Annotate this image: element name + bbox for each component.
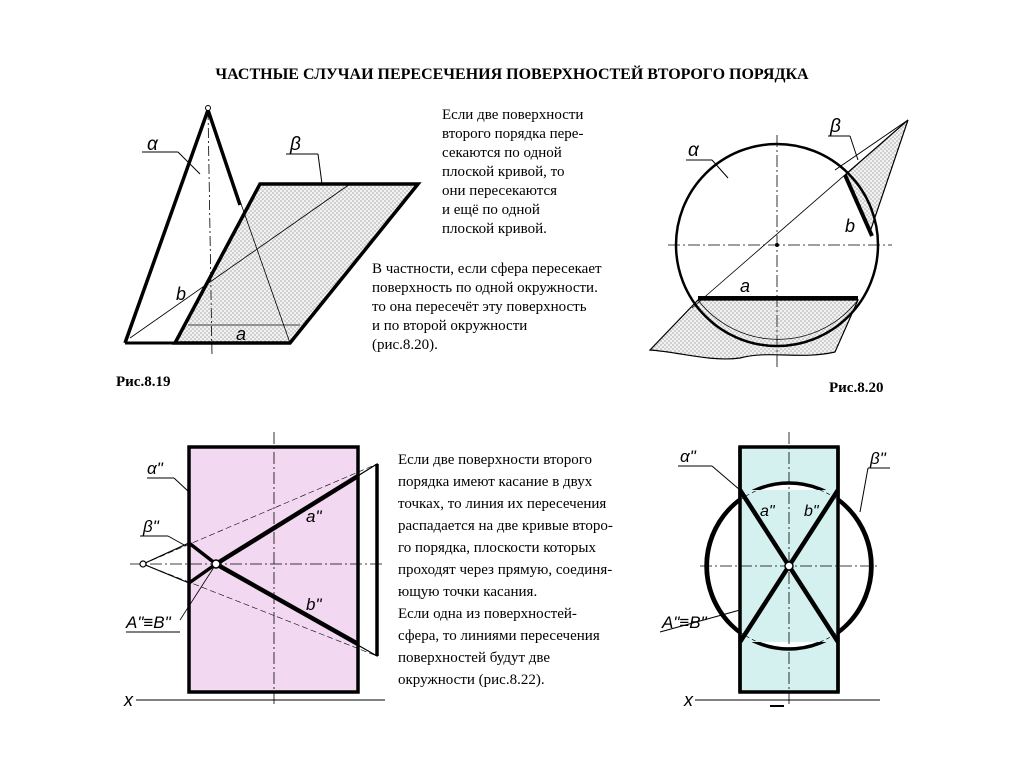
label-ab: A"≡B"	[126, 613, 171, 632]
text-line: и по второй окружности	[372, 318, 528, 334]
label-ab: A"≡B"	[662, 613, 707, 632]
text-line: Если одна из поверхностей-	[398, 606, 577, 622]
apex-point	[140, 561, 146, 567]
text-block-top-1	[442, 106, 583, 239]
sphere-center	[775, 243, 779, 247]
leader-beta-2	[168, 536, 186, 546]
text-line: порядка имеют касание в двух	[398, 474, 593, 490]
text-line: и ещё по одной	[442, 202, 540, 218]
text-line: окружности (рис.8.22).	[398, 672, 545, 688]
text-line: сфера, то линиями пересечения	[398, 628, 600, 644]
text-line: второго порядка пере-	[442, 126, 584, 142]
text-line: проходят через прямую, соединя-	[398, 562, 613, 578]
text-block-bottom	[398, 449, 613, 691]
tangent-point	[785, 562, 793, 570]
text-line: Если две поверхности второго	[398, 452, 593, 468]
caption-fig-8-20: Рис.8.20	[829, 380, 884, 396]
label-a: a"	[760, 503, 775, 520]
leader-alpha-2	[712, 466, 740, 490]
label-b: b"	[306, 595, 322, 614]
text-line: они пересекаются	[442, 183, 558, 199]
label-beta: β	[830, 116, 841, 137]
text-line: Если две поверхности	[442, 107, 584, 123]
fig-8-22	[660, 432, 890, 710]
text-line: плоской кривой.	[442, 221, 547, 237]
label-beta: β	[290, 134, 301, 155]
cylinder-bottom	[650, 300, 858, 359]
label-beta: β"	[870, 449, 886, 468]
cone-apex	[206, 106, 211, 111]
label-alpha: α"	[680, 447, 696, 466]
label-a: a	[740, 276, 751, 296]
caption-fig-8-19: Рис.8.19	[116, 374, 171, 390]
label-x: x	[684, 690, 693, 710]
label-a: a"	[306, 507, 322, 526]
leader-beta-2	[860, 468, 868, 512]
fig-8-20	[650, 116, 908, 370]
label-a: a	[236, 324, 247, 344]
text-block-top-2	[372, 260, 602, 355]
label-x: x	[124, 690, 133, 710]
label-alpha: α	[147, 134, 158, 155]
leader-alpha-2	[178, 152, 200, 174]
text-line: В частности, если сфера пересекает	[372, 261, 602, 277]
text-line: то она пересечёт эту поверхность	[372, 299, 587, 315]
text-line: распадается на две кривые второ-	[398, 518, 613, 534]
label-b: b"	[804, 503, 819, 520]
label-beta: β"	[143, 517, 159, 536]
label-alpha: α	[688, 140, 699, 161]
text-line: ющую точки касания.	[398, 584, 538, 600]
fig-8-21	[123, 432, 385, 710]
label-alpha: α"	[147, 459, 163, 478]
text-line: го порядка, плоскости которых	[398, 540, 597, 556]
text-line: поверхностей будут две	[398, 650, 551, 666]
text-line: секаются по одной	[442, 145, 562, 161]
leader-beta-2	[318, 154, 322, 184]
text-line: поверхность по одной окружности.	[372, 280, 598, 296]
text-line: плоской кривой, то	[442, 164, 565, 180]
label-b: b	[845, 216, 856, 236]
page-title: ЧАСТНЫЕ СЛУЧАИ ПЕРЕСЕЧЕНИЯ ПОВЕРХНОСТЕЙ ВТОРОГО ПОРЯДКА	[215, 66, 809, 83]
label-b: b	[176, 284, 187, 304]
text-line: точках, то линия их пересечения	[398, 496, 607, 512]
text-line: (рис.8.20).	[372, 337, 438, 353]
tangent-point	[212, 560, 220, 568]
cylinder-alpha	[189, 447, 358, 692]
leader-alpha-2	[174, 478, 189, 492]
